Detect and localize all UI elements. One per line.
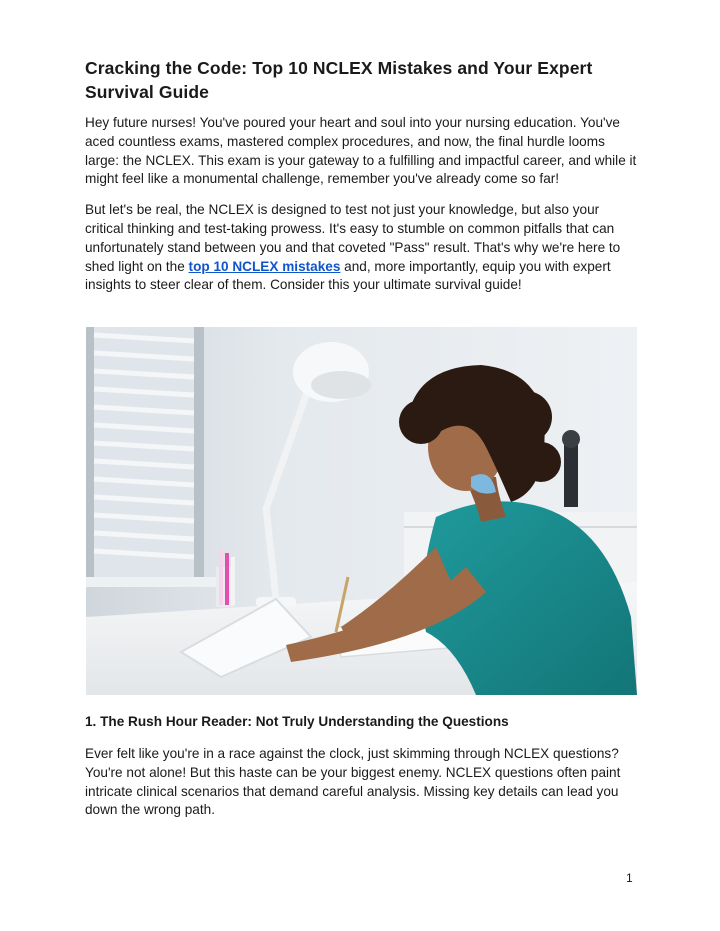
section-heading-1: 1. The Rush Hour Reader: Not Truly Understanding the Questions	[85, 714, 509, 729]
nurse-studying-illustration	[86, 327, 637, 695]
intro-paragraph: Hey future nurses! You've poured your heart and soul into your nursing education. You've aced countless exams, mastered complex procedures, and now, the final hurdle looms large: the NCLEX. This exam is your gateway to a fulfilling and impactful career, and while it might feel like a monumental challenge, remember you've already come so far!	[85, 115, 637, 187]
top-mistakes-link[interactable]: top 10 NCLEX mistakes	[188, 258, 341, 274]
paragraph-two	[85, 201, 640, 295]
paragraph-two-text-before: But let's be real, the NCLEX is designed to test not just your knowledge, but also your critical thinking and test-taking prowess. It's easy to stumble on common pitfalls that can unfortunately stand between you and that coveted "Pass" result. That's why we're here to shed light on the	[85, 202, 621, 274]
page-title: Cracking the Code: Top 10 NCLEX Mistakes and Your Expert Survival Guide	[85, 58, 593, 102]
hero-image	[86, 327, 637, 695]
paragraph-two-text-after: and, more importantly, equip you with expert insights to steer clear of them. Consider this your ultimate survival guide!	[85, 258, 611, 293]
page-number: 1	[626, 871, 633, 885]
article-body	[85, 56, 640, 295]
section-paragraph-1: Ever felt like you're in a race against the clock, just skimming through NCLEX questions? You're not alone! But this haste can be your biggest enemy. NCLEX questions often paint intricate clinical scenarios that demand careful analysis. Missing key details can lead you down the wrong path.	[85, 746, 621, 818]
